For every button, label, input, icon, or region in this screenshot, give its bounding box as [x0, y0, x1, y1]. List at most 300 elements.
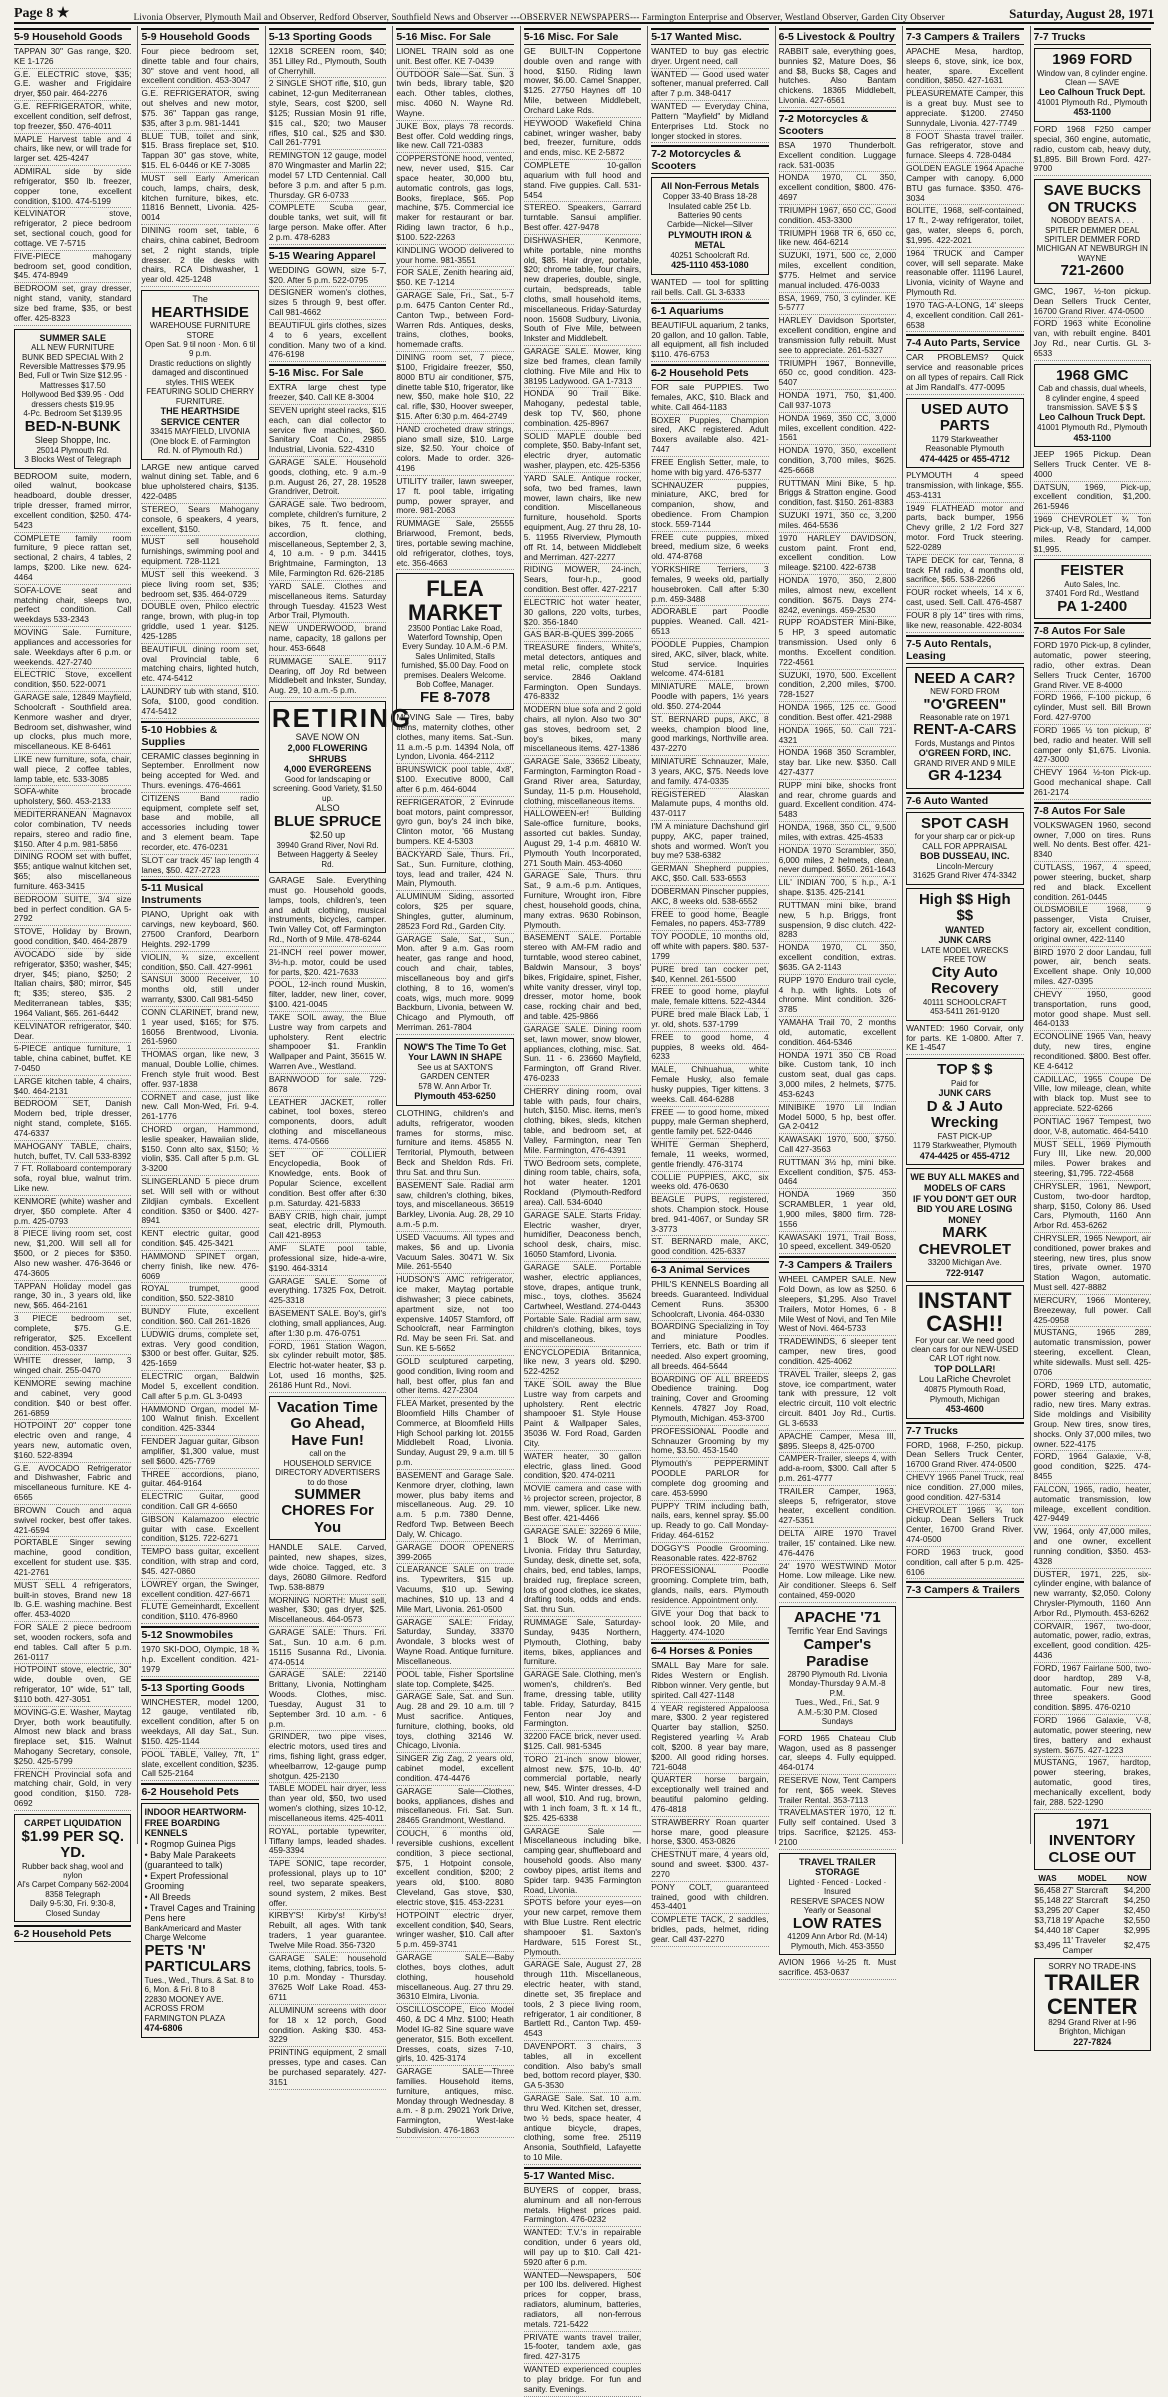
classified-ad: TEMPO bass guitar, excellent condition, with strap and cord, $45. 427-0860	[141, 1547, 258, 1578]
classified-ad: ADMIRAL side by side refrigerator, $50 lb. freezer, copper tone, excellent condition, $100. 474-5199	[14, 167, 131, 208]
display-ad	[14, 329, 131, 469]
classified-ad: 12X18 SCREEN room, $40; 351 Lilley Rd., Plymouth, South of Cherryhill.	[269, 47, 386, 78]
classified-ad: MUST sell Early American couch, lamps, chairs, desk, kitchen furniture, bikes, etc. 11816 Bennett, Livonia. 425-0014	[141, 174, 258, 225]
classified-ad: COUCH, 6 months old, reversible cushions, excellent condition, 3 piece sectional, $75, 1 Hotpoint console, excellent condition, $200; 2 years old, $100. 8080 Cleveland, Gas stove, $30, electric stove, $15. 453-2231	[396, 1829, 513, 1910]
classified-ad: HALLOWEEN-er! Bullding Sale-office furniture, books, assorted cut bakles. Sunday, August 29, 1-4 p.m. 46810 W. Plymouth Youth Incorporated, 271 South Main. 453-4060	[524, 809, 641, 870]
classified-ad: MUSTANG, 1967, hardtop, power steering, brakes, automatic, good tires, mechanically excellent, body fair, 288. 522-1290	[1034, 1758, 1151, 1809]
display-ad-line: • Travel Cages and Training Pens here	[144, 1902, 256, 1924]
display-ad-line: 40875 Plymouth Road, Plymouth, Michigan	[924, 1385, 1006, 1404]
classified-ad: GARAGE Sale—Clothes, books, appliances, dishes and miscellaneous. Fri. Sat. Sun. 28465 Grandmont, Westland.	[396, 1787, 513, 1828]
display-ad-line: • Baby Male Parakeets (guaranteed to talk)	[144, 1849, 236, 1871]
classified-ad: SUZUKI, 1970, 500. Excellent condition, 2,200 miles, $700. 728-1527	[779, 671, 896, 702]
classified-ad: CONN CLARINET, brand new, 1 year used, $165; for $75. 16056 Brentwood, Livonia. 261-5960	[141, 1008, 258, 1049]
display-ad-line: See us at SAXTON'S GARDEN CENTER	[417, 1063, 493, 1082]
classified-ad: COMPLETE TACK, 2 saddles, bridles, pads, helmet, riding gear. Call 437-2270	[651, 1915, 768, 1946]
display-ad	[779, 1853, 896, 1955]
classified-ad: ROYAL trumpet, good condition, $50. 522-3810	[141, 1284, 258, 1306]
display-ad-line: Paid for	[950, 1078, 979, 1088]
display-ad-line: CARPET LIQUIDATION	[24, 1817, 122, 1828]
classified-ad: CHEVY 1965 Panel Truck, real nice condition. 27,000 miles, good condition. 427-5314	[906, 1473, 1023, 1504]
classified-ad: LIL' INDIAN 700, 5 h.p., A-1 shape. $135. 425-2141	[779, 878, 896, 900]
display-ad-line: SPITLER DEMMER DEAL	[1045, 225, 1140, 235]
classified-ad: SUZUKI, 1971, 500 cc, 2,000 miles, excellent condition, $775. Helmet and service manual included. 476-0033	[779, 251, 896, 292]
classified-ad: GIVE your Dog that back to school look. 20 Mile, and Haggerty. 474-1020	[651, 1609, 768, 1640]
category-heading: 5-13 Sporting Goods	[269, 28, 386, 45]
classified-ad: ST. BERNARD male, AKC, good condition. 425-6337	[651, 1237, 768, 1259]
category-heading: 5-15 Wearing Apparel	[269, 247, 386, 264]
classified-ad: TRIUMPH 1967, Bonneville, 650 cc, good condition. 423-5407	[779, 359, 896, 390]
classified-ad: BOXER Puppies, Champion sired, AKC registered. Adult Boxers available also. 421-7447	[651, 416, 768, 457]
classified-ad: TRAILER Camper, 1963, sleeps 5, refrigerator, stove heater, excellent condition. 427-5351	[779, 1487, 896, 1528]
display-ad-line: NEW FORD FROM	[930, 687, 1000, 697]
classified-ad: HONDA 1971, 750, $1,400. Call 937-1073	[779, 391, 896, 413]
display-ad-line: Lighted · Fenced · Locked · Insured	[788, 1878, 887, 1897]
classified-ad: BEAUTIFUL girls clothes, sizes 4 to 6 years, excellent condition. Many two of a kind. 476-6198	[269, 321, 386, 362]
classified-ad: AMF SLATE pool table, professional size, hide-a-wire, $190. 464-3314	[269, 1244, 386, 1275]
display-ad-line: 23500 Pontiac Lake Road, Waterford Township, Open Every Sunday. 10 A.M.-6 P.M. Sales Unlimited, Stalls furnished, $5.00 Day. Food on premises. Dealers Welcome. Bob Coffee, Manager.	[401, 623, 509, 690]
classified-ad: BEDROOM SUITE, 3/4 size bed in perfect condition. GA 5-2792	[14, 895, 131, 926]
classified-ad: HOTPOINT 20" copper tone electric oven and range, 4 years new, automatic oven, $160. 522-8394	[14, 1421, 131, 1462]
classified-ad: CUTLASS, 1967, 4 speed, power steering, bucket, sharp red and black. Excellent condition. 261-0445	[1034, 863, 1151, 904]
classified-ad: COPPERSTONE hood, vented, new, never used, $15. Car space heater, 30,000 btu, automatic controls, gas logs, Books, fireplace, $65. Pop machine, $75. Commercial ice maker for restaurant or bar. Riding lawn tractor, 6 h.p., $100. 522-2263	[396, 154, 513, 244]
classified-ad: PONY COLT, guaranteed trained, good with children. 453-4401	[651, 1883, 768, 1914]
classified-ad: ADORABLE part Poodle puppies. Weaned. Call. 421-6513	[651, 607, 768, 638]
display-ad-line: ACROSS FROM FARMINGTON PLAZA	[144, 2004, 226, 2023]
classified-ad: OLDSMOBILE 1968, 9 passenger, Vista Cruiser, factory air, excellent condition, original owner, 422-1140	[1034, 905, 1151, 946]
classified-ad: BACKYARD Sale, Thurs. Fri., Sat., Sun. Furniture, clothing, toys, lead and trailer, 424 N. Main, Plymouth.	[396, 850, 513, 891]
display-ad-line: Tues., Wed., Fri., Sat. 9 A.M.-5:30 P.M. Closed Sundays	[795, 1698, 880, 1727]
classified-ad: G.E. ELECTRIC stove, $35; G.E. washer and Frigidaire dryer, $50 pair. 464-2276	[14, 70, 131, 101]
display-ad-line: to do those	[307, 1477, 348, 1487]
classified-ad: CHORD organ, Hammond, leslie speaker, Hawaiian slide, $150. Conn alto sax, $150; ½ violin, $35. Call after 5 p.m. GL 3-3200	[141, 1125, 258, 1176]
display-ad	[1034, 179, 1151, 284]
display-ad-line: WAREHOUSE FURNITURE STORE	[149, 321, 251, 340]
classified-ad: RUMMAGE Sale, Saturday-Sunday, 9435 Northern, Plymouth, Clothing, baby items, bikes, appliances and furniture.	[524, 1618, 641, 1669]
classified-ad: HONDA 1970, CL 350, excellent condition, extras. $635. GA 2-1143	[779, 943, 896, 974]
classified-ad: OUTDOOR Sale—Sat. Sun. 3 twin beds, library table, $20 each. Other tables, clothes, misc. 4060 N. Wayne Rd. Wayne.	[396, 70, 513, 121]
classified-ad: BSA, 1969, 750, 3 cylinder. KE 5-5777	[779, 294, 896, 316]
classified-ad: CADILLAC, 1955 Coupe De Ville, low mileage, clean, white with black top. Must see to appreciate. 522-6266	[1034, 1075, 1151, 1116]
display-ad	[141, 290, 258, 460]
classified-ad: BEDROOM SET, Danish Modern bed, triple dresser, night stand, complete, $165. 474-6337	[14, 1099, 131, 1140]
classified-ad: CHEVY 1964 ½-ton Pick-up. Good mechanical shape. Call 261-2174	[1034, 768, 1151, 799]
category-heading: 7-2 Motorcycles & Scooters	[779, 110, 896, 139]
classified-ad: MUST sell household furnishings, swimming pool and equipment. 728-1121	[141, 537, 258, 568]
classified-ad: MINIATURE Schnauzer, Male, 3 years, AKC, $75. Needs love and family. 474-0335	[651, 757, 768, 788]
classified-ad: GARAGE Sale, Thurs. thru Sat., 9 a.m.-6 p.m. Antiques, Furniture, Wrought iron, Fibre chest, household goods, china, many extras. 9630 Robinson, Plymouth.	[524, 871, 641, 932]
category-heading: 6-2 Household Pets	[14, 1925, 131, 1942]
classified-ad: TRIUMPH 1968 TR 6, 650 cc, like new. 464-6214	[779, 229, 896, 251]
classified-ad: FREE to good home, playful male, female kittens. 522-4344	[651, 987, 768, 1009]
classified-ad: TAPE DECK for car, Tenna, 8 track FM radio, 4 months old, sacrifice, $65. 538-2266	[906, 556, 1023, 587]
display-ad-line: RETIRING	[271, 703, 413, 734]
classified-ad: REMINGTON 12 gauge, model 870 Wingmaster and Marlin 22; model 57 LTD Centennial. Call before 3 p.m. and after 5 p.m. Thursday. GR 6-0733	[269, 151, 386, 202]
classified-ad: RUTTMAN 3½ hp, mini bike. Excellent condition, $75. 453-0464	[779, 1158, 896, 1189]
classified-ad: G.E. AVOCADO Refrigerator and Dishwasher, Fabric and miscellaneous furniture. KE 4-6565	[14, 1464, 131, 1505]
classified-ad: ELECTRIC Stove, excellent condition, $50. 522-0071	[14, 670, 131, 692]
masthead	[14, 0, 1154, 24]
classified-ad: FREE cute puppies, mixed breed, medium size, 6 weeks old. 474-8768	[651, 533, 768, 564]
classified-ad: WANTED — tool for splitting rail bells. Call. GL 3-6333	[651, 278, 768, 300]
classified-ad: BIRD 1970 2 door Landau, full power, air, bench seats. Excellent shape. Only 10,000 miles. 427-0395	[1034, 948, 1151, 989]
classified-ad: JUKE Box, plays 78 records. Best offer. Cold wedding rings, like new. Call 721-0383	[396, 122, 513, 153]
classified-ad: MALE, Chihuahua, white Female Husky, also female husky puppies, Tiger kittens. 3 weeks. Call. 464-6288	[651, 1065, 768, 1106]
classified-ad: GARAGE SALE: Thurs. Fri. Sat., Sun. 10 a.m. 6 p.m. 15115 Susanna Rd., Livonia. 474-0514	[269, 1628, 386, 1669]
classified-ad: TAPE SONIC, tape recorder, professional, plays up to 10" reel, two separate speakers, sound system, 2 mikes. Best offer.	[269, 1859, 386, 1910]
classified-ad: MUSTANG, 1965 289, automatic transmission, power steering, excellent. Clean, white sidewalls. Must sell. 425-0706	[1034, 1328, 1151, 1379]
classified-ad: WANTED — Everyday China, Pattern "Mayfield" by Midland Enterprises Ltd. Stock no longer stocked in stores.	[651, 102, 768, 143]
classified-ad: DELTA AIRE 1970 Travel trailer, 15' contained. Like new. 476-4476	[779, 1529, 896, 1560]
classified-ad: NEW UNDERWOOD, brand name, capacity, 18 gallons per hour. 453-6648	[269, 624, 386, 655]
price-table-row	[1034, 1925, 1151, 1935]
display-ad-line: Drastic reductions on slightly damaged and discontinued styles. THIS WEEK FEATURING SOLID CHERRY FURNITURE.	[146, 358, 255, 406]
classified-ad: BOLITE, 1968, self-contained, 17 ft., 2-way refrigerator, toilet, gas, water, sleeps 6, porch, $1,995. 422-2021	[906, 206, 1023, 247]
classified-ad: HAMMOND SPINET organ, cherry finish, like new. 476-6069	[141, 1252, 258, 1283]
display-ad-line: Leo Calhoun Truck Dept.	[1039, 87, 1146, 98]
classified-ad: SANSUI 3000 Receiver, 10 months old, still under warranty, $300. Call 981-5450	[141, 975, 258, 1006]
classified-ad: COLLIE PUPPIES, AKC, six weeks old. 476-0630	[651, 1173, 768, 1195]
display-ad	[651, 177, 768, 275]
classified-ad: WHEEL CAMPER SALE. New Fold Down, as low as $250. 6 sleepers, $1,295. Also Travel Trailers, Motor Homes, 6 - 8 Mile West of Novi, and Ten Mile West of Novi. 464-5733	[779, 1275, 896, 1336]
classified-ad: TRIUMPH 1967, 650 CC, Good condition. 453-3300	[779, 206, 896, 228]
classified-ad: BUYERS of copper, brass, aluminum and all non-ferrous metals. Highest prices paid. Farmington. 476-0232	[524, 2186, 641, 2227]
classified-ad: GARAGE sale. Two bedroom, complete, children's furniture, 2 bikes, 75 ft. fence, and accordion, clothing, miscellaneous, September 2, 3, 4, 10 a.m. - 9 p.m. 34415 Brightmaine, Farmington, 13 Mile, Farmington Rd. 626-2185	[269, 500, 386, 581]
classified-ad: SLINGERLAND 5 piece drum set. Will sell with or without Zildjian cymbals. Excellent condition. $350 or $400. 427-8941	[141, 1177, 258, 1228]
classified-ad: PRINTING equipment, 2 small presses, type and cases. Can be purchased separately. 427-3151	[269, 2048, 386, 2089]
category-heading: 6-1 Aquariums	[651, 302, 768, 319]
classified-ad: 2 SINGLE SHOT rifle, $10, gun cabinet, 12-gun Mediterranean style, Sears, cost $200, sell $125; Russian Mosin 91 rifle, $15 cal., $20; two Mauser rifles, $10 cal., $25 and $30. Call 261-7791	[269, 79, 386, 150]
display-ad-line: LATE MODEL WRECKS	[921, 946, 1009, 956]
display-ad	[141, 1803, 258, 2037]
classified-ad: AVOCADO side by side refrigerator, $350; washer, $45; dryer, $45; piano, $250; 2 Italian chairs, $80; mirror, $45 ft; $35; stereo, $35. 2 Mediterranean tables, $35; 1964 Valiant, $65. 261-6442	[14, 950, 131, 1021]
classified-ad: GARAGE Sale. Sat. 10 a.m. thru Wed. Kitchen set, dresser, two ½ beds, space heater, 4 antique bicycle, drapes, clothing, some free. 25119 Ansonia, Southfield, Lafayette to 10 Mile.	[524, 2094, 641, 2165]
classified-ad: HOTPOINT stove, electric, 30" wide, double oven, GE refrigerator, 10" wide, 51" tall, $110 both. 427-3051	[14, 1665, 131, 1706]
classified-ad: FORD, 1967 Fairlane 500, two-door hardtop, 289 V-8, automatic. Four new tires, three speakers. Good condition. $895. 476-0210	[1034, 1664, 1151, 1715]
display-ad-line: Plymouth 453-6250	[414, 1091, 496, 1102]
classified-ad: GARAGE SALE: Friday, Saturday, Sunday, 33370 Avondale, 3 blocks west of Wayne Road. Antique furniture. Miscellaneous.	[396, 1618, 513, 1669]
classified-ad: STEREO, Sears Mahogany console, 6 speakers, 4 years, excellent, $150.	[141, 505, 258, 536]
classified-ad: FOR sale PUPPIES. Two females, AKC, $10. Black and white. Call 464-1183	[651, 383, 768, 414]
display-ad-line: BLUE SPRUCE	[273, 812, 382, 830]
display-ad	[1034, 559, 1151, 619]
classified-ad: KELVINATOR refrigerator, $40. Dear.	[14, 1022, 131, 1044]
classified-ad: UTILITY trailer, lawn sweeper, 17 ft. pool table, irrigating pump, power sprayer, and more. 981-2063	[396, 477, 513, 518]
display-ad-line: 578 W. Ann Arbor Tr.	[418, 1081, 492, 1091]
classified-ad: MAHOGANY TABLE, chairs, hutch, buffet, TV. Call 533-8392	[14, 1142, 131, 1164]
ad-column	[647, 26, 771, 1944]
classified-ad: 21-INCH reel power mower, 3½-h.p. motor, could be used for parts, $20. 421-7633	[269, 948, 386, 979]
classified-ad: ELECTRIC Guitar, good condition. Call GR 4-6650	[141, 1492, 258, 1514]
classified-ad: COMPLETE family room furniture, 9 piece rattan set, sectional, 2 chairs, 4 tables, 2 lamps, $200. Like new. 624-4464	[14, 534, 131, 585]
classified-ad: FLUTE Gemeinhardt, Excellent condition, $110. 476-8960	[141, 1602, 258, 1624]
classified-ad: WATER heater, 30 gallon electric, glass lined. Good condition, $20. 474-0211	[524, 1452, 641, 1483]
category-heading: 7-4 Auto Parts, Service	[906, 334, 1023, 351]
classified-ad: G.E. REFRIGERATOR, swing out shelves and new motor, $75. 36" Tappan gas range, $35, after 3 p.m. 981-1441	[141, 89, 258, 130]
classified-ad: GOLDEN EAGLE 1964 Apache Camper with canopy. 6,000 BTU gas furnace. $350. 476-3034	[906, 164, 1023, 205]
classified-ad: ALUMINUM Siding, assorted colors, $25 per square, Shingles, gutter, aluminum, 28523 Ford Rd., Garden City.	[396, 892, 513, 933]
classified-ad: FOR SALE, Zenith hearing aid, $50. KE 7-1214	[396, 268, 513, 290]
classified-ad: FREE to good home, 4 puppies, 8 weeks old. 464-6233	[651, 1033, 768, 1064]
display-ad-line: 2,000 FLOWERING SHRUBS	[287, 742, 368, 764]
category-heading: 5-12 Snowmobiles	[141, 1626, 258, 1643]
classified-ad: TOY POODLE, 10 months old, off white with papers. $80. 537-1799	[651, 932, 768, 963]
category-heading: 7-7 Trucks	[1034, 28, 1151, 45]
classified-ad: 1970 SKI-DOO, Olympic, 18 ¾ h.p. Excellent condition. 421-1979	[141, 1645, 258, 1676]
classified-ad: BUNDY Flute, excellent condition. $60. Call 261-1826	[141, 1307, 258, 1329]
classified-ad: BEAGLE PUPS, registered, shots. Champion stock. House bred. 941-4067, or Sunday SR 3-3773	[651, 1195, 768, 1236]
classified-ad: HONDA 1968 350 Scrambler, stay bar. Like new. $350. Call 427-4377	[779, 748, 896, 779]
classified-ad: CAR PROBLEMS? Quick service and reasonable prices on all types of repairs. Call Rick at Jim Randall's. 477-0095	[906, 353, 1023, 394]
ad-column	[14, 26, 134, 1941]
classified-ad: GARAGE Sale — Miscellaneous including bike, camping gear, shuffleboard and household goods. Also many cowboy pipes, artist items and Spider tarp. 9435 Farmington Road, Livonia.	[524, 1827, 641, 1898]
classified-ad: REFRIGERATOR, 2 Evinrude boat motors, paint compressor, gyro gun, boy's 24 inch bike, Clinton motor, '66 Mustang bumpers. KE 4-5303	[396, 798, 513, 849]
classified-ad: DOBERMAN Pinscher puppies, AKC, 8 weeks old. 538-6552	[651, 887, 768, 909]
category-heading: 7-7 Trucks	[906, 1422, 1023, 1439]
classified-ad: JEEP 1965 Pickup. Dean Sellers Truck Center. VE 8-4000	[1034, 450, 1151, 481]
price-table-cell: 11' Traveler Camper	[1062, 1935, 1107, 1956]
classified-ad: RUPP 1970 Enduro trail cycle, 4 h.p. with lights. Lots of chrome. Mint condition. 326-3785	[779, 976, 896, 1017]
category-heading: 6-4 Horses & Ponies	[651, 1642, 768, 1659]
display-ad	[1034, 48, 1151, 122]
classified-ad: TABLE MODEL hair dryer, less than year old, $50, two used women's clothing, sizes 10-12, miscellaneous items. 425-4011	[269, 1784, 386, 1825]
classified-ad: VOLKSWAGEN 1960, second owner, 7,000 on tires. Runs well. No dents. Best offer. 421-8340	[1034, 821, 1151, 862]
classified-ad: MORNING NORTH: Must sell, washer, $30; gas dryer, $25. Miscellaneous. 464-0573	[269, 1596, 386, 1627]
classified-ad: HONDA 1969, 350 CC, 3,000 miles, excellent condition. 422-1561	[779, 414, 896, 445]
classified-ad: SMALL Bay Mare for sale. Rides Western or English. Ribbon winner. Very gentle, but spirited. Call 427-1148	[651, 1661, 768, 1702]
classified-ad: TAKE SOIL away the Blue Lustre way from carpets and upholstery. Rent electric shampooer $1. Style House Paint & Wallpaper Sales, 35036 W. Ford Road, Garden City.	[524, 1380, 641, 1451]
ad-column	[520, 26, 644, 2394]
display-ad	[1034, 364, 1151, 447]
classified-ad: PONTIAC 1967 Tempest, two door, V-8, automatic. 464-5410	[1034, 1117, 1151, 1139]
display-ad-line: Tues., Wed., Thurs. & Sat. 8 to 6, Mon. & Fri. 8 to 8	[144, 1975, 254, 1995]
ad-column	[392, 26, 516, 2136]
classified-ad: TAPPAN Holiday model gas range, 30 in., 3 years old, like new, $65. 464-2161	[14, 1282, 131, 1313]
classified-ad: GARAGE Sale, August 27, 28 through 11th. Miscellaneous, electric heater, with stand, dinette set, 35 fireplace and tools, 2 3 piece living room, refrigerator, 1 air conditioner, 8 Bartlett Rd., Canton Twp. 459-4543	[524, 1960, 641, 2041]
closeout-price-table	[1034, 1873, 1151, 1955]
display-ad-line: 721-2600	[1060, 262, 1124, 280]
classified-ad: TRADEWINDS, 6 sleeper tent camper, new tires, good condition. 425-4062	[779, 1337, 896, 1368]
display-ad-line: IF YOU DON'T GET OUR BID YOU ARE LOSING MONEY	[913, 1193, 1017, 1225]
classified-ad: FORD, 1964 Galaxie, V-8, good condition, $225. 474-8455	[1034, 1452, 1151, 1483]
classified-ad: KINDLING WOOD delivered to your home. 981-3551	[396, 246, 513, 268]
price-table-row	[1034, 1905, 1151, 1915]
display-ad	[906, 667, 1023, 789]
page-number: Page 8 ★	[14, 6, 70, 21]
classified-ad: DINING ROOM set with buffet, $55; antique walnut kitchen set, $65; also miscellaneous furniture. 463-3415	[14, 852, 131, 893]
classified-ad: DATSUN, 1969, Pick-up, excellent condition, $1,200. 261-5946	[1034, 483, 1151, 514]
classified-ad: 1970 TAG-A-LONG, 14' sleeps 4, excellent condition. Call 261-6538	[906, 301, 1023, 332]
display-ad-line: 474-4425 or 455-4712	[919, 453, 1010, 464]
classified-ad: WANTED experienced couples to play bridge. For fun and sanity. Evenings.	[524, 2365, 641, 2396]
classified-ad: 1969 CHEVROLET ¾ Ton Pick-up, V-8, Standard, 14,000 miles. Ready for camper. $1,995.	[1034, 515, 1151, 556]
classified-ad: Plymouth's PEPPERMINT POODLE PARLOR for complete dog grooming and care. 453-5990	[651, 1459, 768, 1500]
display-ad-line: All Non-Ferrous Metals	[660, 181, 760, 192]
classified-ad: HONDA 1970, 350, 2,800 miles, almost new, excellent condition. $675. Days 274-8242, evenings. 459-2530	[779, 576, 896, 617]
classified-ad: BASEMENT SALE. Portable stereo with AM-FM radio and turntable, wood stereo cabinet, Baldwin Mansour, 3 boys' bikes, Frigidaire, spinet, Fisher, white vanity dresser, vinyl top, dresser, motor home, book case, rocking chair and bed, and table. 425-9866	[524, 933, 641, 1023]
classified-ad: LOWREY organ, the Swinger, excellent condition. 427-6671	[141, 1580, 258, 1602]
display-ad-line: Auto Sales, Inc.	[1064, 579, 1121, 589]
classified-ad: HARLEY Davidson Sportster, excellent condition, engine and transmission fully rebuilt. Must see to appreciate. 261-5327	[779, 316, 896, 357]
display-ad-line: JUNK CARS	[938, 935, 992, 946]
classified-ad: HONDA 90 Trail Bike. Mahogany, pedestal table, desk top TV, $60, phone combination. 425-8967	[524, 389, 641, 430]
classified-ad: CHESTNUT mare, 4 years old, sound and sweet. $300. 437-2270	[651, 1850, 768, 1881]
display-ad-line: TRAILER CENTER	[1044, 1970, 1140, 2019]
classified-ad: WHITE dresser, lamp, 3 winged chair. 255-0470	[14, 1356, 131, 1378]
classified-ad: BEAUTIFUL dining room set, oval Provincial table, 6 matching chairs, lighted hutch, etc. 474-5412	[141, 645, 258, 686]
display-ad	[396, 573, 513, 710]
classified-ad: FORD, 1968, F-250, pickup. Dean Sellers Truck Center, 16700 Grand River. 474-0500	[906, 1441, 1023, 1472]
classified-ad: ELECTRIC hot water heater, 30 gallons, 220 volts, turbes, $20. 356-1840	[524, 598, 641, 629]
classified-ad: GARAGE SALE: 32269 6 Mile, 1 Block W. of Merriman, Livonia. Friday thru Saturday, Sunday, desk, dinette set, sofa, chairs, bed, end tables, lamps, braided rug, fireplace screen, lots of good clothes, ice skates, drafting tools, odds and ends. Sat. thru Sun.	[524, 1527, 641, 1617]
classified-ad: GAS BAR-B-QUES 399-2065	[524, 630, 641, 642]
classified-ad: WHITE German Shepherd, female, 11 weeks, wormed, gentle friendly. 476-3174	[651, 1140, 768, 1171]
classified-ad: KENMORE sewing machine and cabinet, very good condition. $40 or best offer. 261-6859	[14, 1379, 131, 1420]
classified-ad: HONDA 1971 350 CB Road bike. Custom tank, 10 inch custom seat, dual gas caps. 3,000 miles, 2 helmets, $775. 453-6243	[779, 1051, 896, 1102]
classified-ad: HONDA 1970, CL 350, excellent condition, $800. 476-4697	[779, 173, 896, 204]
classified-ad: CERAMIC classes beginning in September. Enrollment now being accepted for Wed. and Thurs. evenings. 476-4661	[141, 752, 258, 793]
classified-columns	[14, 26, 1154, 2394]
classified-ad: GARAGE SALE. Some of everything. 17325 Fox, Detroit. 425-3318	[269, 1277, 386, 1308]
classified-ad: AVION 1966 ½-25 ft. Must sacrifice. 453-0637	[779, 1958, 896, 1980]
classified-ad: RUPP ROADSTER Mini-Bike, 5 HP, 3 speed automatic transmission. Used only 6 months. Excellent condition. 722-4561	[779, 618, 896, 669]
display-ad-line: 22830 MOONEY AVE.	[144, 1994, 224, 2004]
classified-ad: GARAGE SALE: 22140 Brittany, Livonia, Nottingham Woods. Clothes, misc. Tuesday, August 31 to September 3rd. 10 a.m. - 6 p.m.	[269, 1670, 386, 1731]
display-ad	[906, 888, 1023, 1021]
classified-ad: LAUNDRY tub with stand, $10. Sofa, $100, good condition. 474-5412	[141, 687, 258, 718]
classified-ad: STOVE, Holiday by Brown, good condition, $40. 464-2879	[14, 927, 131, 949]
classified-ad: USED Vacuums. All types and makes, $6 and up. Livonia Vacuum Sales. 30471 W. Six Mile. 261-5540	[396, 1233, 513, 1274]
display-ad-line: 31625 Grand River 474-3342	[912, 871, 1017, 881]
classified-ad: SUZUKI 1971, 350 cc, 3,200 miles. 464-5536	[779, 511, 896, 533]
classified-ad: ROYAL, portable typewriter, Tiffany lamps, leaded shades. 459-3394	[269, 1827, 386, 1858]
classified-ad: VIOLIN, ¾ size, excellent condition, $50. Call. 427-9961	[141, 953, 258, 975]
display-ad-line: FREE TOW	[943, 955, 986, 965]
classified-ad: MOVIE camera and case with ½ projector screen, projector, 8 mm. viewer, splicer. Like new. Best offer. 421-4466	[524, 1484, 641, 1525]
classified-ad: FORD, 1961 Station Wagon, six cylinder rebuilt motor, $85. Electric hot-water heater, $3 p. Lot, used 16 months, $25. 26186 Hunt Rd., Novi.	[269, 1342, 386, 1393]
category-heading: 6-5 Livestock & Poultry	[779, 28, 896, 45]
display-ad-line: Cab and chassis, dual wheels, 8 cylinder engine, 4 speed transmission. SAVE $ $ $	[1038, 384, 1147, 413]
classified-ad: FIVE-PIECE mahogany bedroom set, good condition, $45. 474-8949	[14, 252, 131, 283]
classified-ad: GARAGE SALE—Baby clothes, boys clothes, adult clothing, household miscellaneous. Aug. 27 thru 29. 36310 Elmira, Livonia.	[396, 1953, 513, 2004]
classified-ad: HAND crocheted draw strings, piano small size, $10. Large size, $2.50. Your choice of colors. Made to order. 326-4196	[396, 425, 513, 476]
classified-ad: YORKSHIRE Terriers, 3 females, 9 weeks old, partially housebroken. Call after 5:30 p.m. 459-3488	[651, 565, 768, 606]
classified-ad: THREE accordions, piano, guitar. 464-9164	[141, 1470, 258, 1492]
display-ad-line: 722-9147	[945, 1267, 984, 1278]
classified-ad: BEDROOM suite, modern, oiled walnut, bookcase headboard, double dresser, triple dresser, framed mirror, excellent condition, $250. 474-5423	[14, 472, 131, 533]
display-ad-line: TRAVEL TRAILER STORAGE	[799, 1856, 876, 1878]
classified-ad: GERMAN Shepherd puppies, AKC, $50. Call. 533-6553	[651, 864, 768, 886]
classified-ad: CORVAIR, 1967, two-door, automatic, power, radio, extras, excellent, good condition. 425-4436	[1034, 1622, 1151, 1663]
classified-ad: MERCURY, 1966 Monterey, Breezeway, full power. Call 425-0958	[1034, 1296, 1151, 1327]
classified-ad: LARGE kitchen table, 4 chairs, $40. 464-2131	[14, 1077, 131, 1099]
category-heading: 6-2 Household Pets	[141, 1783, 258, 1800]
display-ad-line: FEISTER	[1060, 562, 1124, 580]
price-table-row	[1034, 1885, 1151, 1896]
display-ad-line: CALL FOR APPRAISAL	[922, 841, 1008, 851]
category-heading: 6-2 Household Pets	[651, 364, 768, 381]
classified-ad: APACHE Camper, Mesa III, $895. Sleeps 8, 425-0700	[779, 1432, 896, 1454]
display-ad-line: 40251 Schoolcraft Rd.	[670, 251, 750, 261]
classified-ad: I'M A miniature Dachshund girl puppy, AKC, paper trained, shots and wormed. Won't you buy me? 538-6382	[651, 822, 768, 863]
display-ad-line: Fords, Mustangs and Pintos	[914, 738, 1015, 748]
display-ad-line: 3 Blocks West of Telegraph	[24, 455, 122, 465]
display-ad-line: Good for landscaping or screening. Good Variety, $1.50 up.	[273, 774, 383, 803]
display-ad-line: USED AUTO PARTS	[921, 400, 1009, 435]
classified-ad: POOL TABLE, Valley, 7ft, 1" slate, excellent condition, $235. Call 525-2164	[141, 1750, 258, 1781]
display-ad-line: ALSO	[315, 803, 340, 814]
classified-ad: STEREO. Speakers, Garrard turntable. Sansui amplifier. Best offer. 427-9478	[524, 203, 641, 234]
classified-ad: BEAUTIFUL aquarium, 2 tanks, 20 gallon, and 10 gallon. Table, all equipment, all fish included $110. 476-6753	[651, 321, 768, 362]
classified-ad: HONDA 1965, 125 cc. Good condition. Best offer. 421-2988	[779, 703, 896, 725]
classified-ad: 24' 1970 WESTWIND Motor Home. Low mileage. Like new. Air conditioner. Sleeps 6. Self contained, 459-0020	[779, 1562, 896, 1603]
classified-ad: BEDROOM set, gray dresser, night stand, vanity, standard size bed frame, $35, or best offer. 425-8323	[14, 284, 131, 325]
classified-ad: POODLE Puppies, Champion sired, AKC, silver, black, white. Stud service. Inquiries welcome. 474-6181	[651, 640, 768, 681]
display-ad-line: 25014 Plymouth Rd.	[36, 445, 109, 455]
display-ad-line: PETS 'N' PARTICULARS	[144, 1941, 251, 1976]
display-ad-line: INDOOR HEARTWORM-FREE BOARDING KENNELS	[144, 1807, 247, 1839]
classified-ad: MINIATURE MALE, brown Poodle with papers, 1½ years old. $50. 274-2044	[651, 682, 768, 713]
display-ad-line: SAVE NOW ON	[295, 732, 360, 743]
display-ad	[1034, 1813, 1151, 1871]
classified-ad: GARAGE Sale, Sat., Sun., Mon. after 9 a.m. Gas room heater, gas range and hood, couch and chair, tables, miscellaneous boy and girl's clothing, 8 to 16, women's coats, wigs, much more. 9099 Backburn, Livonia, between W. Chicago and Plymouth, off Merriman. 261-7804	[396, 935, 513, 1035]
price-table-row	[1034, 1935, 1151, 1955]
classified-ad: FALCON, 1965, radio, heater, automatic transmission, low mileage, excellent condition. 427-9449	[1034, 1485, 1151, 1526]
classified-ad: PROFESSIONAL Poodle and Schnauzer Grooming by my home, $3.50. 453-1540	[651, 1427, 768, 1458]
ad-column	[1030, 26, 1154, 2047]
classified-ad: EXTRA large chest type freezer, $40. Call KE 8-3004	[269, 383, 386, 405]
classified-ad: FENDER Jaguar guitar, Gibson amplifier, $1,300 value, must sell $600. 425-7769	[141, 1437, 258, 1468]
category-heading: 7-3 Campers & Trailers	[906, 1581, 1023, 1598]
display-ad-line: SPITLER DEMMER FORD	[1044, 235, 1141, 245]
classified-ad: FORD 1963 white Econoline van, with rebuilt engine. 8401 Joy Rd., near Curtis. GL 3-6533	[1034, 319, 1151, 360]
display-ad-line: 474-4425 or 455-4712	[919, 1150, 1010, 1161]
classified-ad: GARAGE SALE: household items, clothing, fabrics, tools. 5-10 p.m. Monday - Thursday. 37625 Wolf Lake Road. 453-6711	[269, 1954, 386, 2005]
display-ad-line: 41001 Plymouth Rd., Plymouth	[1037, 423, 1148, 433]
price-table-cell: $2,475	[1123, 1940, 1150, 1951]
price-table-cell: 20' Caper	[1062, 1905, 1100, 1916]
display-ad-line: Camper's Paradise	[803, 1636, 872, 1670]
price-table-cell: $2,550	[1123, 1915, 1150, 1926]
classified-ad: BRUNSWICK pool table, 4x8', $100. Executive 8000, Call after 6 p.m. 464-6044	[396, 765, 513, 796]
display-ad-line: 37401 Ford Rd., Westland	[1045, 589, 1139, 599]
classified-ad: FORD 1963 truck, good condition, call after 5 p.m. 425-6106	[906, 1548, 1023, 1579]
classified-ad: DINING room set, 7 piece, $100, Frigidaire freezer, $50, 8000 BTU air conditioner, $75, dinette table $10, frigerator, like new, $50, make hole $10, 22 cal. rifle, $30, Hoover sweeper, $15. After 6:30 p.m. 464-2749	[396, 353, 513, 424]
classified-ad: OSCILLOSCOPE, Eico Model 460, & DC 4 Mhz. $100; Heath Model IG-82 Sine square wave generator, $15. Both excellent. Dresses, coats, sizes 7-10, girls, 10. 425-3174	[396, 2005, 513, 2066]
classified-ad: MAPLE Harvest table and 4 chairs, like new, or will trade for larger set. 425-4247	[14, 135, 131, 166]
classified-ad: SOFA-white brocade upholstery, $60. 453-2133	[14, 787, 131, 809]
classified-ad: RABBIT sale, everything goes, bunnies $2, Mature Does, $6 and $8, Bucks $8, Cages and hutches. Also Bantam chickens. 18365 Middlebelt, Livonia. 427-6561	[779, 47, 896, 108]
classified-ad: GARAGE SALE. Household goods, clothing, etc. 9 a.m.-9 p.m. August 26, 27, 28. 19528 Grandriver, Detroit.	[269, 458, 386, 499]
display-ad-line: • Rogmop Guinea Pigs	[144, 1839, 236, 1850]
classified-ad: 1949 FLATHEAD motor and parts, back bumper, 1956 Chevy grille, 2 1/2 Ford 327 motor. Ford Truck steering. 522-0289	[906, 504, 1023, 555]
category-heading: 7-3 Campers & Trailers	[779, 1256, 896, 1273]
price-table-cell: $6,458	[1034, 1885, 1061, 1896]
price-table-cell: $2,995	[1123, 1925, 1150, 1936]
classified-ad: HEYWOOD Wakefield China cabinet, wringer washer, baby bed, freezer, furniture, odds and ends, misc. KE 2-5872	[524, 119, 641, 160]
display-ad-line: 28790 Plymouth Rd. Livonia	[787, 1670, 888, 1680]
display-ad-line: MICHIGAN AT NEWBURGH IN WAYNE	[1036, 244, 1148, 263]
classified-ad: GMC, 1967, ½-ton pickup. Dean Sellers Truck Center, 16700 Grand River. 474-0500	[1034, 287, 1151, 318]
ad-column	[902, 26, 1026, 1844]
price-table-cell: $5,148	[1034, 1895, 1061, 1906]
classified-ad: PIANO, Upright oak with carvings, new keyboard, $60. 27500 Cranford, Dearborn Heights. 292-1799	[141, 910, 258, 951]
ad-column	[265, 26, 413, 2087]
category-heading: 7-5 Auto Rentals, Leasing	[906, 635, 1023, 664]
classified-ad: MUST SELL, 1969 Plymouth Fury III, Like new. 20,000 miles. Power brakes and steering, $1,795. 722-4568	[1034, 1140, 1151, 1181]
display-ad-line: 453-1100	[1073, 107, 1111, 118]
classified-ad: FREE — to good home, mixed puppy, male German shepherd, gentle family pet. 522-0446	[651, 1108, 768, 1139]
display-ad-line: $1.99 PER SQ. YD.	[21, 1827, 124, 1862]
